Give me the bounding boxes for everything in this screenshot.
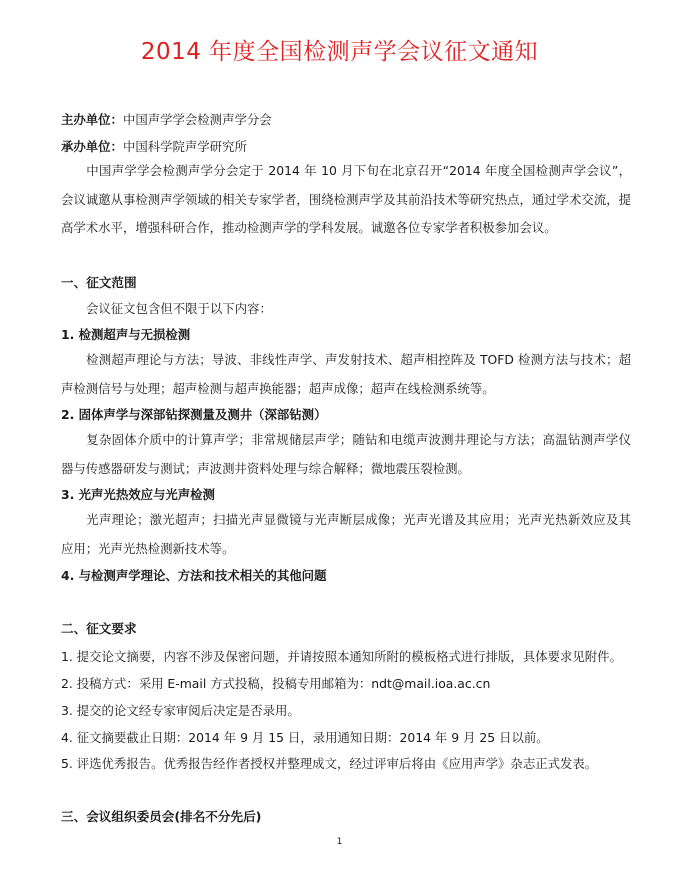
requirement-item-5: 5. 评选优秀报告。优秀报告经作者授权并整理成文，经过评审后将由《应用声学》杂志正式发表。 bbox=[61, 756, 598, 771]
topic-title-4: 4. 与检测声学理论、方法和技术相关的其他问题 bbox=[61, 568, 327, 583]
topic-desc-text: 复杂固体介质中的计算声学；非常规储层声学；随钻和电缆声波测井理论与方法；高温钻测声学仪器与传感器研发与测试；声波测井资料处理与综合解释；微地震压裂检测。 bbox=[61, 432, 631, 476]
scope-heading: 一、征文范围 bbox=[61, 275, 137, 290]
topic-title-2: 2. 固体声学与深部钻探测量及测井（深部钻测） bbox=[61, 407, 327, 422]
topic-desc-text: 光声理论；激光超声；扫描光声显微镜与光声断层成像；光声光谱及其应用；光声光热新效应及其应用；光声光热检测新技术等。 bbox=[61, 512, 631, 556]
topic-desc-1 bbox=[61, 346, 631, 403]
topic-title-1: 1. 检测超声与无损检测 bbox=[61, 327, 191, 342]
host-value: 中国声学学会检测声学分会 bbox=[122, 112, 272, 127]
committee-heading: 三、会议组织委员会(排名不分先后) bbox=[61, 809, 262, 824]
topic-title-3: 3. 光声光热效应与光声检测 bbox=[61, 487, 215, 502]
topic-desc-2 bbox=[61, 426, 631, 483]
requirement-item-4: 4. 征文摘要截止日期：2014 年 9 月 15 日，录用通知日期：2014 年 9 月 25 日以前。 bbox=[61, 730, 549, 745]
topic-desc-text: 检测超声理论与方法；导波、非线性声学、声发射技术、超声相控阵及 TOFD 检测方法与技术；超声检测信号与处理；超声检测与超声换能器；超声成像；超声在线检测系统等。 bbox=[61, 352, 631, 396]
host-line bbox=[61, 110, 631, 130]
co-organizer-line bbox=[61, 137, 631, 157]
requirement-item-1: 1. 提交论文摘要，内容不涉及保密问题，并请按照本通知所附的模板格式进行排版，具体要求见附件。 bbox=[61, 649, 622, 664]
topic-desc-3 bbox=[61, 506, 631, 563]
requirements-heading: 二、征文要求 bbox=[61, 621, 137, 636]
requirement-item-3: 3. 提交的论文经专家审阅后决定是否录用。 bbox=[61, 703, 300, 718]
page-title: 2014 年度全国检测声学会议征文通知 bbox=[140, 39, 539, 65]
intro-text: 中国声学学会检测声学分会定于 2014 年 10 月下旬在北京召开“2014 年度全国检测声学会议”，会议诚邀从事检测声学领域的相关专家学者，围绕检测声学及其前沿技术等研究热点，通过学术交流，提高学术水平，增强科研合作，推动检测声学的学科发展。诚邀各位专家学者积极参加会议。 bbox=[61, 163, 631, 235]
scope-lead: 会议征文包含但不限于以下内容： bbox=[86, 301, 272, 316]
co-organizer-label: 承办单位： bbox=[61, 139, 123, 154]
intro-paragraph bbox=[61, 157, 631, 243]
host-label: 主办单位： bbox=[61, 112, 123, 127]
co-organizer-value: 中国科学院声学研究所 bbox=[122, 139, 247, 154]
requirement-item-2: 2. 投稿方式：采用 E-mail 方式投稿，投稿专用邮箱为：ndt@mail.ioa.ac.cn bbox=[61, 676, 491, 691]
page-number: 1 bbox=[336, 837, 343, 847]
